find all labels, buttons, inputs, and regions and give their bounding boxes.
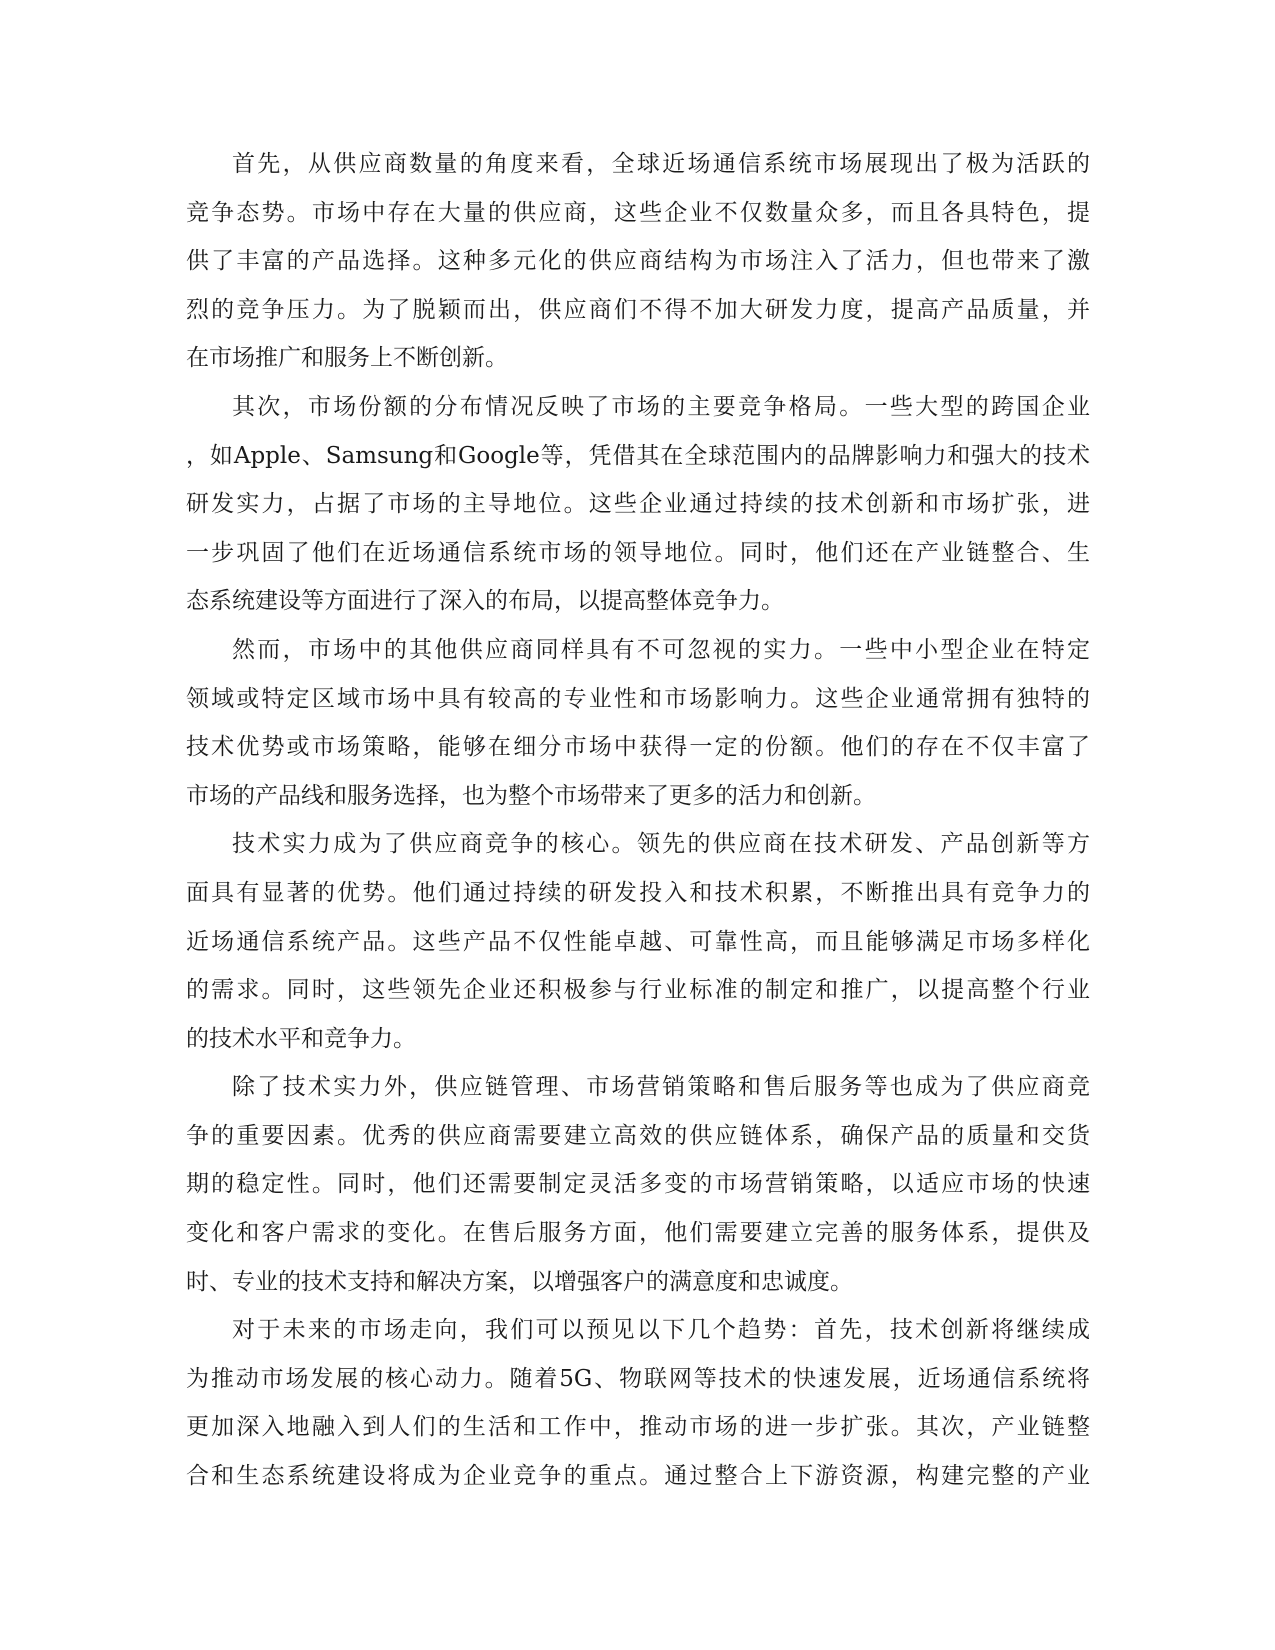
text-line: ，如Apple、Samsung和Google等，凭借其在全球范围内的品牌影响力和强大的技术 <box>186 442 1090 469</box>
text-line: 领域或特定区域市场中具有较高的专业性和市场影响力。这些企业通常拥有独特的 <box>186 685 1090 712</box>
paragraph-3 <box>186 626 1090 820</box>
text-line: 市场的产品线和服务选择，也为整个市场带来了更多的活力和创新。 <box>186 782 876 809</box>
paragraph-6 <box>186 1306 1090 1500</box>
text-line: 一步巩固了他们在近场通信系统市场的领导地位。同时，他们还在产业链整合、生 <box>186 539 1090 566</box>
text-line: 研发实力，占据了市场的主导地位。这些企业通过持续的技术创新和市场扩张，进 <box>186 491 1090 518</box>
text-line: 技术优势或市场策略，能够在细分市场中获得一定的份额。他们的存在不仅丰富了 <box>186 734 1090 761</box>
paragraph-5 <box>186 1063 1090 1306</box>
text-line: 更加深入地融入到人们的生活和工作中，推动市场的进一步扩张。其次，产业链整 <box>186 1414 1090 1441</box>
document-body <box>186 140 1090 1501</box>
text-line: 首先，从供应商数量的角度来看，全球近场通信系统市场展现出了极为活跃的 <box>232 151 1090 177</box>
text-line: 除了技术实力外，供应链管理、市场营销策略和售后服务等也成为了供应商竞 <box>232 1074 1090 1101</box>
text-line: 的技术水平和竞争力。 <box>186 1025 416 1052</box>
text-line: 为推动市场发展的核心动力。随着5G、物联网等技术的快速发展，近场通信系统将 <box>186 1365 1090 1392</box>
text-line: 然而，市场中的其他供应商同样具有不可忽视的实力。一些中小型企业在特定 <box>232 636 1090 663</box>
text-line: 期的稳定性。同时，他们还需要制定灵活多变的市场营销策略，以适应市场的快速 <box>186 1171 1090 1198</box>
text-line: 技术实力成为了供应商竞争的核心。领先的供应商在技术研发、产品创新等方 <box>232 831 1090 858</box>
text-line: 的需求。同时，这些领先企业还积极参与行业标准的制定和推广，以提高整个行业 <box>186 977 1090 1004</box>
text-line: 其次，市场份额的分布情况反映了市场的主要竞争格局。一些大型的跨国企业 <box>232 393 1090 420</box>
paragraph-2 <box>186 383 1090 626</box>
text-line: 时、专业的技术支持和解决方案，以增强客户的满意度和忠诚度。 <box>186 1268 853 1295</box>
text-line: 在市场推广和服务上不断创新。 <box>186 345 508 372</box>
paragraph-1 <box>186 140 1090 383</box>
text-line: 态系统建设等方面进行了深入的布局，以提高整体竞争力。 <box>186 588 784 615</box>
text-line: 竞争态势。市场中存在大量的供应商，这些企业不仅数量众多，而且各具特色，提 <box>186 199 1090 226</box>
text-line: 争的重要因素。优秀的供应商需要建立高效的供应链体系，确保产品的质量和交货 <box>186 1122 1090 1149</box>
paragraph-4 <box>186 820 1090 1063</box>
text-line: 近场通信系统产品。这些产品不仅性能卓越、可靠性高，而且能够满足市场多样化 <box>186 928 1090 955</box>
text-line: 供了丰富的产品选择。这种多元化的供应商结构为市场注入了活力，但也带来了激 <box>186 248 1090 275</box>
text-line: 变化和客户需求的变化。在售后服务方面，他们需要建立完善的服务体系，提供及 <box>186 1220 1090 1247</box>
text-line: 烈的竞争压力。为了脱颖而出，供应商们不得不加大研发力度，提高产品质量，并 <box>186 296 1090 323</box>
text-line: 合和生态系统建设将成为企业竞争的重点。通过整合上下游资源，构建完整的产业 <box>186 1463 1090 1490</box>
text-line: 面具有显著的优势。他们通过持续的研发投入和技术积累，不断推出具有竞争力的 <box>186 879 1090 906</box>
text-line: 对于未来的市场走向，我们可以预见以下几个趋势：首先，技术创新将继续成 <box>232 1317 1090 1344</box>
